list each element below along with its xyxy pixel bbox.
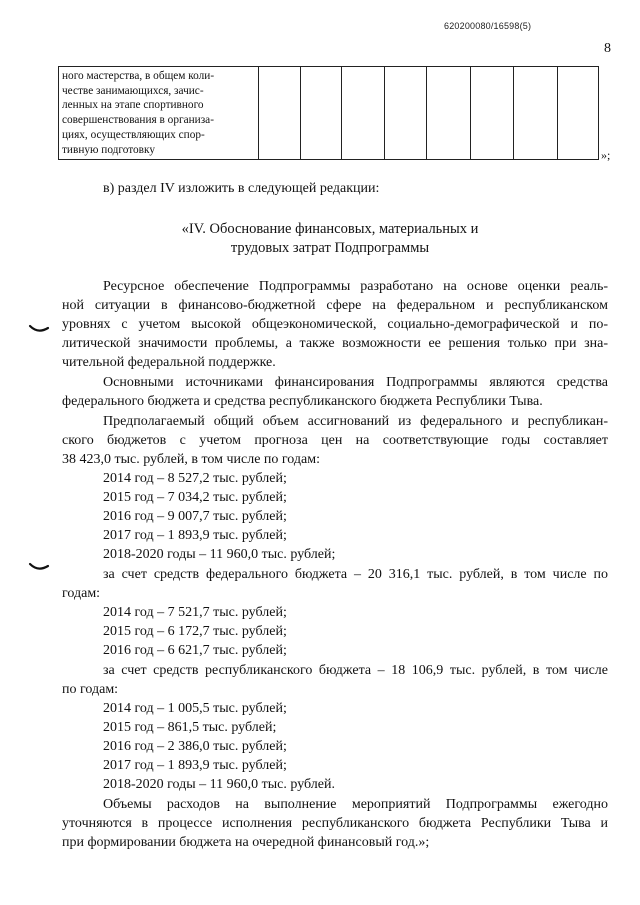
table-cell-empty (558, 67, 599, 160)
paragraph-line: Объемы расходов на выполнение мероприятий Подпрограммы ежегодно (103, 797, 608, 812)
table-cell-description (59, 67, 259, 160)
list-item: 2018-2020 годы – 11 960,0 тыс. рублей; (103, 547, 336, 562)
list-item: 2014 год – 7 521,7 тыс. рублей; (103, 605, 287, 620)
table-fragment (58, 66, 599, 160)
paragraph-line: Ресурсное обеспечение Подпрограммы разработано на основе оценки реаль- (103, 279, 608, 294)
table-cell-empty (301, 67, 342, 160)
section-heading-line-1: «IV. Обоснование финансовых, материальных и (181, 221, 479, 237)
paragraph-line: за счет средств федерального бюджета – 20 316,1 тыс. рублей, в том числе по (103, 567, 608, 582)
cell-text-line: ленных на этапе спортивного (62, 99, 204, 112)
cell-text-line: честве занимающихся, зачис- (62, 84, 204, 97)
section-heading-line-2: трудовых затрат Подпрограммы (230, 240, 430, 256)
table-cell-empty (514, 67, 558, 160)
list-item: 2016 год – 2 386,0 тыс. рублей; (103, 739, 287, 754)
paragraph-line: при формировании бюджета на очередной финансовый год.»; (62, 835, 430, 850)
list-item: 2014 год – 1 005,5 тыс. рублей; (103, 701, 287, 716)
list-item: 2018-2020 годы – 11 960,0 тыс. рублей. (103, 777, 335, 792)
page-number: 8 (604, 41, 611, 56)
list-item: 2016 год – 9 007,7 тыс. рублей; (103, 509, 287, 524)
paragraph-line: уровнях с учетом высокой общеэкономической, социально-демографической и по- (62, 317, 608, 332)
table-cell-empty (471, 67, 514, 160)
cell-text-line: тивную подготовку (62, 143, 155, 156)
list-item: 2015 год – 861,5 тыс. рублей; (103, 720, 277, 735)
list-item: 2015 год – 7 034,2 тыс. рублей; (103, 490, 287, 505)
table-cell-empty (342, 67, 385, 160)
paragraph-line: федерального бюджета и средства республиканского бюджета Республики Тыва. (62, 394, 543, 409)
document-id: 620200080/16598(5) (444, 21, 532, 31)
table-cell-empty (385, 67, 427, 160)
paragraph-line: ной ситуации в финансово-бюджетной сфере на федеральном и республиканском (62, 298, 608, 313)
paragraph-line: чительной федеральной поддержке. (62, 355, 276, 370)
cell-text-line: ного мастерства, в общем коли- (62, 70, 215, 82)
table-cell-empty (259, 67, 301, 160)
margin-scan-mark (28, 324, 50, 336)
cell-text-line: совершенствования в организа- (62, 114, 214, 127)
table-row (59, 67, 599, 160)
list-item: 2015 год – 6 172,7 тыс. рублей; (103, 624, 287, 639)
paragraph-line: за счет средств республиканского бюджета – 18 106,9 тыс. рублей, в том числе (103, 663, 608, 678)
amendment-intro: в) раздел IV изложить в следующей редакции: (103, 181, 380, 196)
paragraph-line: уточняются в процессе исполнения республиканского бюджета Республики Тыва и (62, 816, 608, 831)
list-item: 2017 год – 1 893,9 тыс. рублей; (103, 528, 287, 543)
paragraph-line: по годам: (62, 682, 119, 697)
cell-text-line: циях, осуществляющих спор- (62, 128, 205, 141)
paragraph-line: ского бюджетов с учетом прогноза цен на соответствующие годы составляет (62, 433, 608, 448)
list-item: 2014 год – 8 527,2 тыс. рублей; (103, 471, 287, 486)
table-closing-quote: »; (601, 148, 611, 162)
paragraph-line: годам: (62, 586, 101, 601)
margin-scan-mark (28, 562, 50, 574)
list-item: 2017 год – 1 893,9 тыс. рублей; (103, 758, 287, 773)
paragraph-line: Основными источниками финансирования Подпрограммы являются средства (103, 375, 608, 390)
list-item: 2016 год – 6 621,7 тыс. рублей; (103, 643, 287, 658)
paragraph-line: 38 423,0 тыс. рублей, в том числе по годам: (62, 452, 320, 467)
paragraph-line: литической значимости проблемы, а также возможности ее решения только при зна- (62, 336, 608, 351)
table-cell-empty (427, 67, 471, 160)
paragraph-line: Предполагаемый общий объем ассигнований из федерального и республикан- (103, 414, 608, 429)
